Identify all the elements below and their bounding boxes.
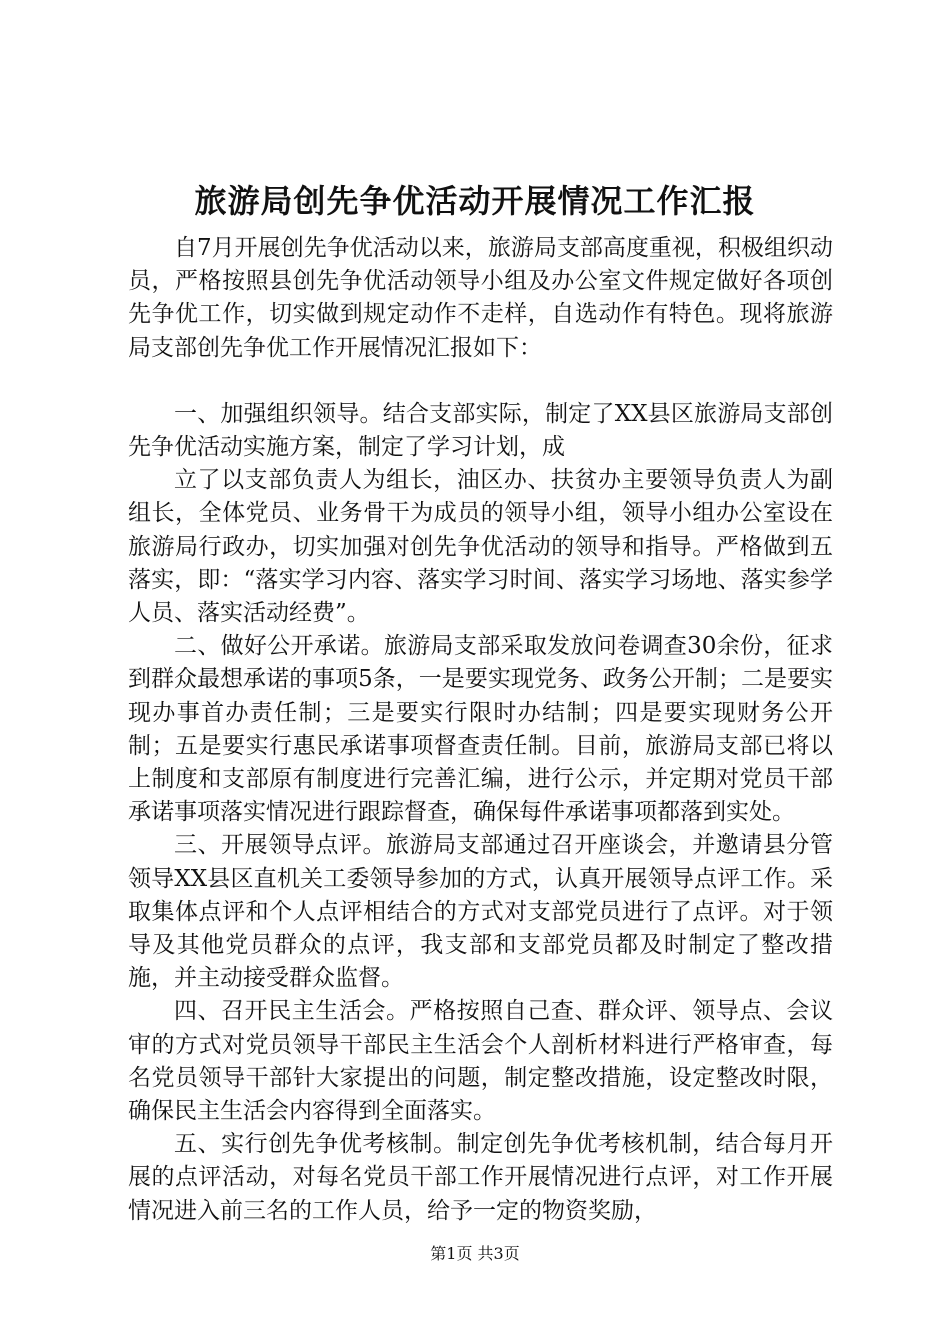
paragraph-spacer [128,365,833,398]
paragraph-section-2: 二、做好公开承诺。旅游局支部采取发放问卷调查30余份，征求到群众最想承诺的事项5条，一是要实现党务、政务公开制；二是要实现办事首办责任制；三是要实行限时办结制；四是要实现财务公开制；五是要实行惠民承诺事项督查责任制。目前，旅游局支部已将以上制度和支部原有制度进行完善汇编，进行公示，并定期对党员干部承诺事项落实情况进行跟踪督查，确保每件承诺事项都落到实处。 [128,633,833,826]
paragraph-section-5: 五、实行创先争优考核制。制定创先争优考核机制，结合每月开展的点评活动，对每名党员干部工作开展情况进行点评，对工作开展情况进入前三名的工作人员，给予一定的物资奖励， [128,1131,833,1224]
document-body [128,232,833,1228]
page-number-footer: 第1页 共3页 [430,1244,520,1263]
paragraph-section-3: 三、开展领导点评。旅游局支部通过召开座谈会，并邀请县分管领导XX县区直机关工委领导参加的方式，认真开展领导点评工作。采取集体点评和个人点评相结合的方式对支部党员进行了点评。对于领导及其他党员群众的点评，我支部和支部党员都及时制定了整改措施，并主动接受群众监督。 [128,832,833,992]
document-title: 旅游局创先争优活动开展情况工作汇报 [194,182,756,220]
paragraph-section-1-continued: 立了以支部负责人为组长，油区办、扶贫办主要领导负责人为副组长，全体党员、业务骨干为成员的领导小组，领导小组办公室设在旅游局行政办，切实加强对创先争优活动的领导和指导。严格做到五落实，即：“落实学习内容、落实学习时间、落实学习场地、落实参学人员、落实活动经费”。 [128,467,833,627]
paragraph-intro: 自7月开展创先争优活动以来，旅游局支部高度重视，积极组织动员，严格按照县创先争优活动领导小组及办公室文件规定做好各项创先争优工作，切实做到规定动作不走样，自选动作有特色。现将旅游局支部创先争优工作开展情况汇报如下： [128,235,833,361]
paragraph-section-4: 四、召开民主生活会。严格按照自己查、群众评、领导点、会议审的方式对党员领导干部民主生活会个人剖析材料进行严格审查，每名党员领导干部针大家提出的问题，制定整改措施，设定整改时限，确保民主生活会内容得到全面落实。 [128,998,833,1125]
paragraph-section-1: 一、加强组织领导。结合支部实际，制定了XX县区旅游局支部创先争优活动实施方案，制定了学习计划，成 [128,400,833,461]
